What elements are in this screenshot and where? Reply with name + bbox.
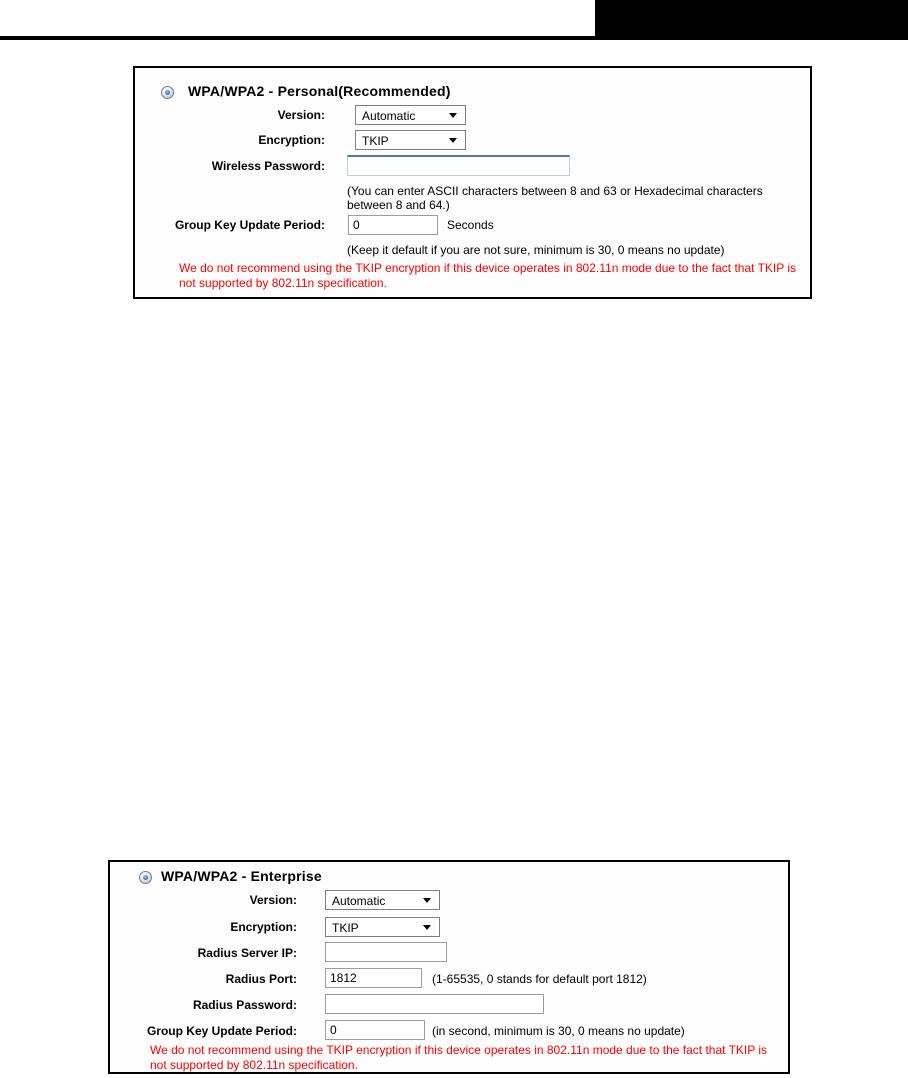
wpa-personal-title: WPA/WPA2 - Personal(Recommended)	[188, 83, 451, 99]
group-key-period-input[interactable]	[325, 1020, 425, 1040]
version-select-value: Automatic	[332, 894, 386, 908]
wpa-enterprise-radio[interactable]	[139, 871, 152, 884]
encryption-select[interactable]	[325, 917, 440, 937]
version-select-value: Automatic	[362, 109, 416, 123]
radius-password-label: Radius Password:	[192, 998, 297, 1012]
group-key-period-label: Group Key Update Period:	[146, 1024, 297, 1038]
radius-server-ip-label: Radius Server IP:	[197, 946, 297, 960]
chevron-down-icon	[449, 138, 457, 143]
radius-server-ip-input[interactable]	[325, 942, 447, 962]
panel-wpa-enterprise	[108, 860, 790, 1074]
panel-wpa-personal	[133, 66, 812, 299]
chevron-down-icon	[423, 925, 431, 930]
group-key-period-label: Group Key Update Period:	[174, 218, 325, 232]
header-rule	[0, 36, 908, 40]
password-hint-line1: (You can enter ASCII characters between 8 and 63 or Hexadecimal characters	[347, 184, 763, 198]
tkip-warning-line2: not supported by 802.11n specification.	[150, 1058, 358, 1072]
version-label: Version:	[249, 893, 297, 907]
radius-port-label: Radius Port:	[225, 972, 297, 986]
encryption-select[interactable]	[355, 130, 466, 150]
wireless-password-label: Wireless Password:	[211, 159, 325, 173]
tkip-warning	[179, 261, 796, 291]
version-select[interactable]	[325, 890, 440, 910]
password-hint-line2: between 8 and 64.)	[347, 198, 450, 212]
chevron-down-icon	[423, 898, 431, 903]
radius-port-hint: (1-65535, 0 stands for default port 1812)	[432, 972, 647, 986]
encryption-label: Encryption:	[258, 133, 325, 147]
seconds-suffix: Seconds	[447, 218, 494, 232]
tkip-warning-line1: We do not recommend using the TKIP encryption if this device operates in 802.11n mode due to the fact that TKIP is	[150, 1043, 768, 1057]
radius-port-input[interactable]	[325, 968, 422, 988]
version-select[interactable]	[355, 105, 466, 125]
chevron-down-icon	[449, 113, 457, 118]
wireless-password-input[interactable]	[347, 155, 570, 176]
version-label: Version:	[277, 108, 325, 122]
encryption-label: Encryption:	[230, 920, 297, 934]
tkip-warning	[150, 1043, 767, 1073]
encryption-select-value: TKIP	[332, 921, 359, 935]
group-key-hint: (Keep it default if you are not sure, minimum is 30, 0 means no update)	[347, 243, 725, 257]
radius-password-input[interactable]	[325, 994, 544, 1014]
tkip-warning-line1: We do not recommend using the TKIP encryption if this device operates in 802.11n mode due to the fact that TKIP is	[179, 261, 797, 275]
header-black-box	[595, 0, 908, 40]
tkip-warning-line2: not supported by 802.11n specification.	[179, 276, 387, 290]
wpa-personal-radio[interactable]	[161, 86, 174, 99]
encryption-select-value: TKIP	[362, 134, 389, 148]
group-key-period-input[interactable]	[348, 215, 438, 235]
wpa-enterprise-title: WPA/WPA2 - Enterprise	[161, 868, 322, 884]
group-key-hint: (in second, minimum is 30, 0 means no update)	[432, 1024, 685, 1038]
